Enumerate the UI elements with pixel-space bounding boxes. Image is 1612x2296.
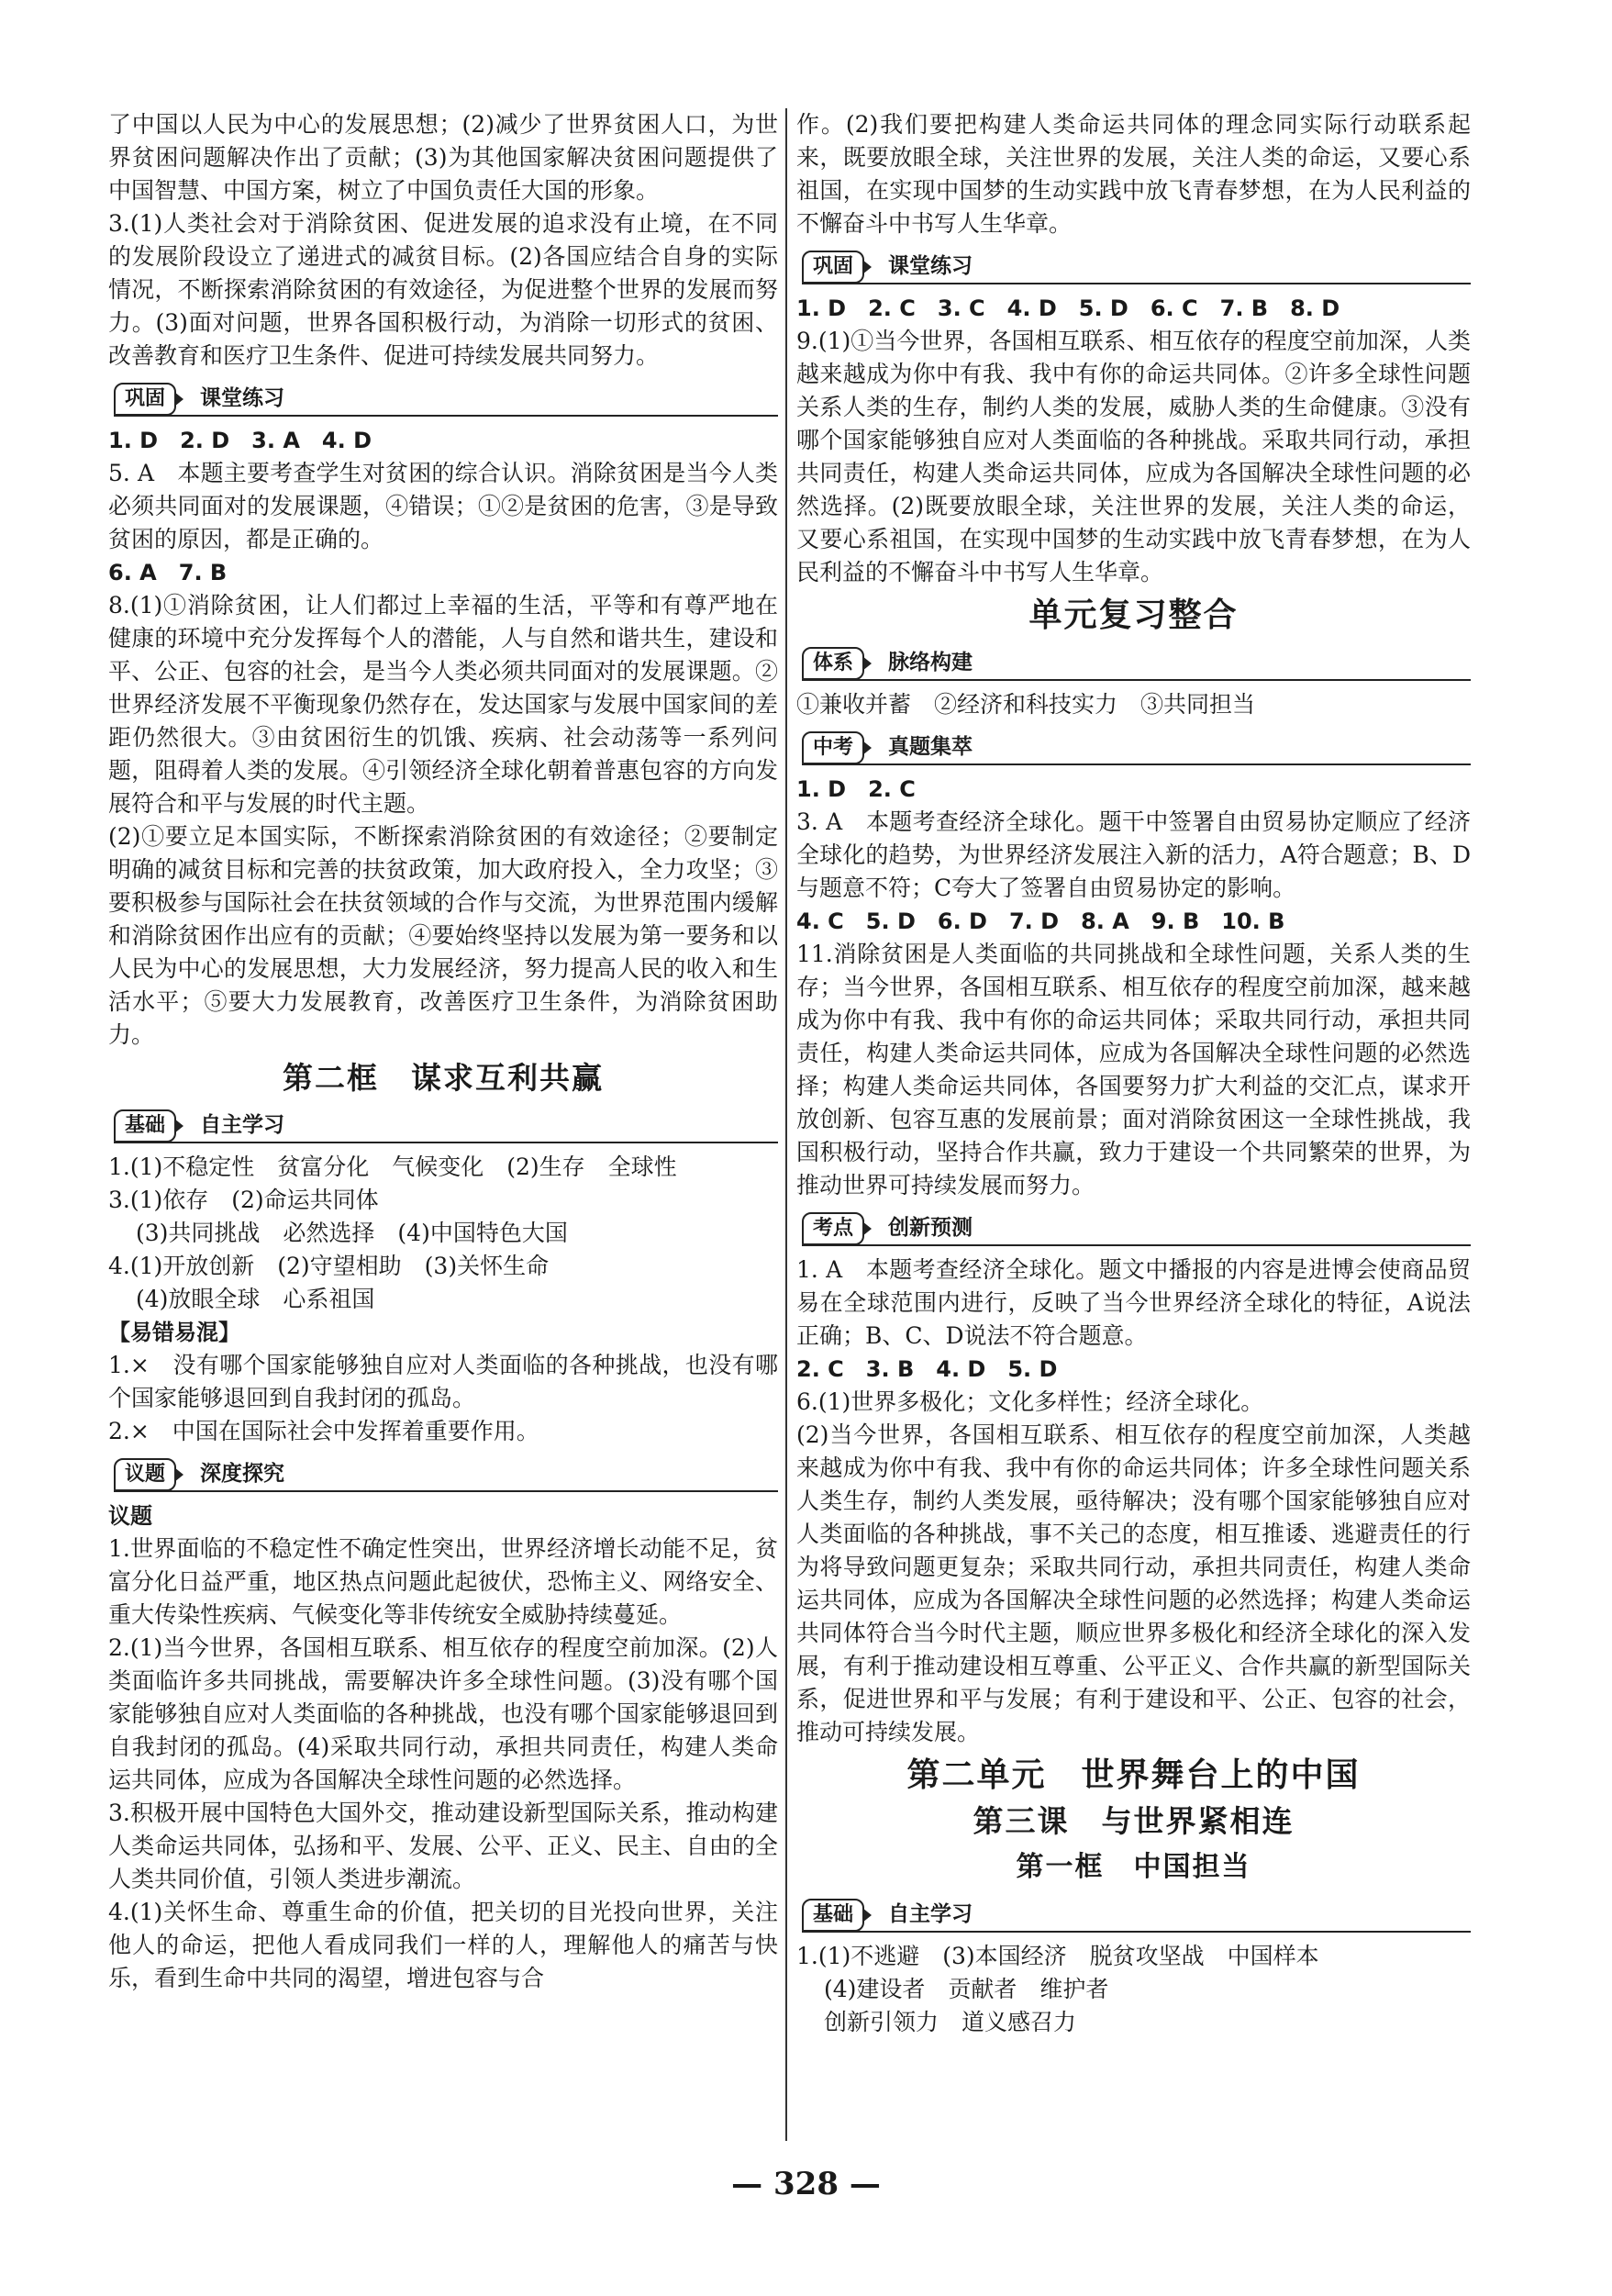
mistake-line: 1.× 没有哪个国家能够独自应对人类面临的各种挑战，也没有哪个国家能够退回到自我封闭的孤岛。 — [108, 1352, 778, 1411]
answer-line: 1. D 2. D 3. A 4. D — [108, 428, 372, 453]
header-tag: 议题 — [114, 1458, 176, 1491]
frame-title: 第一框 中国担当 — [1016, 1851, 1251, 1883]
study-line: 创新引领力 道义感召力 — [824, 2009, 1077, 2035]
header-text: 课堂练习 — [888, 254, 973, 278]
header-text: 课堂练习 — [200, 386, 284, 410]
topic-paragraph: 3.积极开展中国特色大国外交，推动建设新型国际关系，推动构建人类命运共同体，弘扬和平、发展、公平、正义、民主、自由的全人类共同价值，引领人类进步潮流。 — [108, 1800, 778, 1892]
answer-paragraph: (2)当今世界，各国相互联系、相互依存的程度空前加深，人类越来越成为你中有我、我中有你的命运共同体；许多全球性问题关系人类生存，制约人类发展，亟待解决；没有哪个国家能够独自应对人类面临的各种挑战，事不关己的态度，相互推诿、逃避责任的行为将导致问题更复杂；采取共同行动，承担共同责任，构建人类命运共同体，应成为各国解决全球性问题的必然选择；构建人类命运共同体符合当今时代主题，顺应世界多极化和经济全球化的深入发展，有利于推动建设相互尊重、公平正义、合作共赢的新型国际关系，促进世界和平与发展；有利于建设和平、公正、包容的社会，推动可持续发展。 — [796, 1421, 1471, 1745]
unit-title: 第二单元 世界舞台上的中国 — [906, 1756, 1361, 1794]
answer-paragraph: 8.(1)①消除贫困，让人们都过上幸福的生活，平等和有尊严地在健康的环境中充分发挥每个人的潜能，人与自然和谐共生，建设和平、公正、包容的社会，是当今人类必须共同面对的发展课题。②世界经济发展不平衡现象仍然存在，发达国家与发展中国家间的差距仍然很大。③由贫困衍生的饥饿、疾病、社会动荡等一系列问题，阻碍着人类的发展。④引领经济全球化朝着普惠包容的方向发展符合和平与发展的时代主题。 — [108, 592, 778, 817]
answer-line: 1. D 2. C 3. C 4. D 5. D 6. C 7. B 8. D — [796, 295, 1340, 321]
left-top-paragraph-1: 了中国以人民为中心的发展思想；(2)减少了世界贫困人口，为世界贫困问题解决作出了贡献；(3)为其他国家解决贫困问题提供了中国智慧、中国方案，树立了中国负责任大国的形象。 — [108, 111, 778, 204]
page-number: — 328 — — [731, 2166, 881, 2202]
mistake-title: 【易错易混】 — [108, 1320, 240, 1345]
header-rule — [114, 1490, 778, 1492]
answer-paragraph: 5. A 本题主要考查学生对贫困的综合认识。消除贫困是当今人类必须共同面对的发展课题，④错误；①②是贫困的危害，③是导致贫困的原因，都是正确的。 — [108, 460, 778, 552]
study-line: 3.(1)依存 (2)命运共同体 — [108, 1187, 379, 1213]
answer-paragraph: 6.(1)世界多极化；文化多样性；经济全球化。 — [796, 1388, 1264, 1415]
answer-paragraph: 1. A 本题考查经济全球化。题文中播报的内容是进博会使商品贸易在全球范围内进行，反映了当今世界经济全球化的特征，A说法正确；B、C、D说法不符合题意。 — [796, 1256, 1471, 1349]
header-tag: 基础 — [114, 1109, 176, 1142]
header-text: 深度探究 — [200, 1462, 284, 1486]
header-tag: 考点 — [802, 1212, 864, 1245]
header-rule — [114, 1142, 778, 1143]
header-text: 脉络构建 — [888, 651, 973, 674]
answer-paragraph: 11.消除贫困是人类面临的共同挑战和全球性问题，关系人类的生存；当今世界，各国相互联系、相互依存的程度空前加深，越来越成为你中有我、我中有你的命运共同体；采取共同行动，承担共同责任，构建人类命运共同体，应成为各国解决全球性问题的必然选择；构建人类命运共同体，各国要努力扩大利益的交汇点，谋求开放创新、包容互惠的发展前景；面对消除贫困这一全球性挑战，我国积极行动，坚持合作共赢，致力于建设一个共同繁荣的世界，为推动世界可持续发展而努力。 — [796, 941, 1471, 1198]
header-tag: 基础 — [802, 1899, 864, 1932]
answer-line: 2. C 3. B 4. D 5. D — [796, 1356, 1058, 1382]
header-rule — [802, 1244, 1471, 1246]
column-divider — [785, 108, 787, 2141]
header-rule — [802, 283, 1471, 284]
study-line: 1.(1)不逃避 (3)本国经济 脱贫攻坚战 中国样本 — [796, 1943, 1319, 1969]
answer-line: 1. D 2. C — [796, 776, 916, 802]
header-text: 创新预测 — [888, 1216, 973, 1240]
topic-paragraph: 2.(1)当今世界，各国相互联系、相互依存的程度空前加深。(2)人类面临许多共同挑战，需要解决许多全球性问题。(3)没有哪个国家能够独自应对人类面临的各种挑战，也没有哪个国家能够退回到自我封闭的孤岛。(4)采取共同行动，承担共同责任，构建人类命运共同体，应成为各国解决全球性问题的必然选择。 — [108, 1634, 778, 1793]
answer-paragraph: 3. A 本题考查经济全球化。题干中签署自由贸易协定顺应了经济全球化的趋势，为世界经济发展注入新的活力，A符合题意；B、D与题意不符；C夸大了签署自由贸易协定的影响。 — [796, 808, 1471, 901]
study-line: 4.(1)开放创新 (2)守望相助 (3)关怀生命 — [108, 1253, 550, 1279]
answer-paragraph: (2)①要立足本国实际，不断探索消除贫困的有效途径；②要制定明确的减贫目标和完善的扶贫政策，加大政府投入，全力攻坚；③要积极参与国际社会在扶贫领域的合作与交流，为世界范围内缓解和消除贫困作出应有的贡献；④要始终坚持以发展为第一要务和以人民为中心的发展思想，大力发展经济，努力提高人民的收入和生活水平；⑤要大力发展教育，改善医疗卫生条件，为消除贫困助力。 — [108, 823, 778, 1048]
section-header-consolidate — [796, 248, 1471, 286]
header-tag: 体系 — [802, 647, 864, 680]
right-column — [796, 108, 1471, 2039]
header-rule — [114, 415, 778, 417]
header-rule — [802, 1931, 1471, 1933]
section-header-basic — [108, 1107, 778, 1145]
section-header-topic — [108, 1455, 778, 1494]
header-rule — [802, 679, 1471, 681]
answer-paragraph: 9.(1)①当今世界，各国相互联系、相互依存的程度空前加深，人类越来越成为你中有我、我中有你的命运共同体。②许多全球性问题关系人类的生存，制约人类的发展，威胁人类的生命健康。③没有哪个国家能够独自应对人类面临的各种挑战。采取共同行动，承担共同责任，构建人类命运共同体，应成为各国解决全球性问题的必然选择。(2)既要放眼全球，关注世界的发展，关注人类的命运，又要心系祖国，在实现中国梦的生动实践中放飞青春梦想，在为人民利益的不懈奋斗中书写人生华章。 — [796, 328, 1471, 585]
topic-paragraph: 1.世界面临的不稳定性不确定性突出，世界经济增长动能不足，贫富分化日益严重，地区热点问题此起彼伏，恐怖主义、网络安全、重大传染性疾病、气候变化等非传统安全威胁持续蔓延。 — [108, 1535, 778, 1628]
study-line: 1.(1)不稳定性 贫富分化 气候变化 (2)生存 全球性 — [108, 1154, 677, 1180]
section-title: 第二框 谋求互利共赢 — [283, 1060, 604, 1096]
study-line: (4)建设者 贡献者 维护者 — [824, 1976, 1109, 2002]
study-line: (4)放眼全球 心系祖国 — [136, 1286, 375, 1312]
left-top-paragraph-2: 3.(1)人类社会对于消除贫困、促进发展的追求没有止境，在不同的发展阶段设立了递进式的减贫目标。(2)各国应结合自身的实际情况，不断探索消除贫困的有效途径，为促进整个世界的发展而努力。(3)面对问题，世界各国积极行动，为消除一切形式的贫困、改善教育和医疗卫生条件、促进可持续发展共同努力。 — [108, 210, 778, 369]
section-header-system — [796, 644, 1471, 683]
section-header-exam — [796, 729, 1471, 767]
section-header-prediction — [796, 1209, 1471, 1248]
left-column — [108, 108, 778, 1995]
header-tag: 巩固 — [114, 383, 176, 416]
topic-label: 议题 — [108, 1503, 152, 1529]
section-header-consolidate — [108, 380, 778, 418]
system-line: ①兼收并蓄 ②经济和科技实力 ③共同担当 — [796, 691, 1256, 718]
header-text: 自主学习 — [200, 1113, 284, 1137]
header-rule — [802, 763, 1471, 765]
answer-line: 6. A 7. B — [108, 560, 228, 585]
section-header-basic — [796, 1896, 1471, 1934]
header-tag: 中考 — [802, 731, 864, 764]
answer-line: 4. C 5. D 6. D 7. D 8. A 9. B 10. B — [796, 908, 1285, 934]
section-title: 单元复习整合 — [1028, 596, 1239, 634]
lesson-title: 第三课 与世界紧相连 — [973, 1803, 1295, 1839]
study-line: (3)共同挑战 必然选择 (4)中国特色大国 — [136, 1220, 568, 1246]
right-top-paragraph: 作。(2)我们要把构建人类命运共同体的理念同实际行动联系起来，既要放眼全球，关注世界的发展，关注人类的命运，又要心系祖国，在实现中国梦的生动实践中放飞青春梦想，在为人民利益的不懈奋斗中书写人生华章。 — [796, 111, 1471, 237]
header-tag: 巩固 — [802, 251, 864, 284]
header-text: 真题集萃 — [888, 735, 973, 759]
topic-paragraph: 4.(1)关怀生命、尊重生命的价值，把关切的目光投向世界，关注他人的命运，把他人看成同我们一样的人，理解他人的痛苦与快乐，看到生命中共同的渴望，增进包容与合 — [108, 1899, 778, 1991]
header-text: 自主学习 — [888, 1902, 973, 1926]
mistake-line: 2.× 中国在国际社会中发挥着重要作用。 — [108, 1418, 539, 1444]
